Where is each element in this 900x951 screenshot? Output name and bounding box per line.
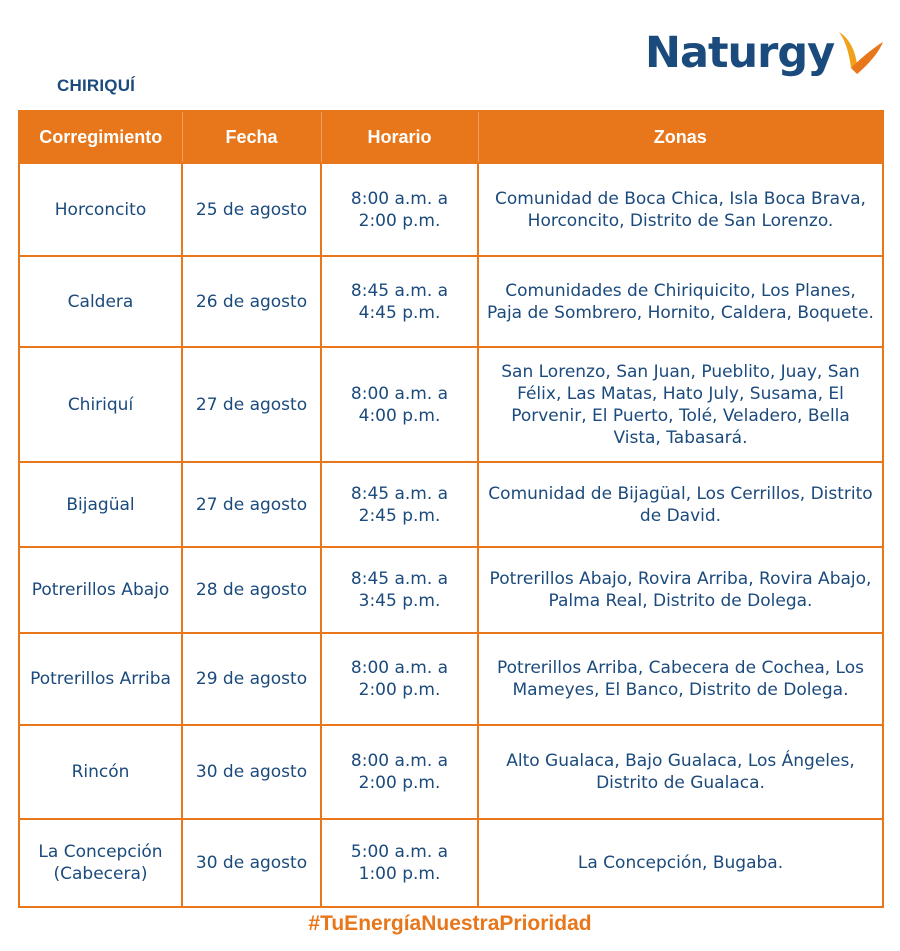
footer-hashtag: #TuEnergíaNuestraPrioridad [308, 912, 592, 935]
horario-start: 8:45 a.m. a [350, 483, 449, 504]
horario-end: 2:00 p.m. [358, 773, 441, 793]
cell-fecha: 27 de agosto [182, 347, 321, 462]
table-row [19, 163, 883, 256]
cell-horario [321, 347, 478, 462]
horario-start: 8:45 a.m. a [350, 280, 449, 301]
table-row [19, 462, 883, 547]
cell-corregimiento: Potrerillos Abajo [19, 547, 182, 633]
cell-corregimiento: Bijagüal [19, 462, 182, 547]
brand-name: Naturgy [645, 28, 835, 78]
horario-end: 4:45 p.m. [358, 302, 441, 323]
table-row [19, 256, 883, 347]
table-row [19, 819, 883, 907]
cell-fecha: 25 de agosto [182, 163, 321, 256]
cell-fecha: 30 de agosto [182, 819, 321, 907]
cell-horario [321, 256, 478, 347]
horario-end: 2:00 p.m. [358, 680, 441, 700]
cell-zonas: La Concepción, Bugaba. [478, 819, 883, 907]
schedule-table [18, 110, 884, 908]
table-row [19, 347, 883, 462]
table-row [19, 547, 883, 633]
cell-corregimiento: Caldera [19, 256, 182, 347]
column-header-fecha: Fecha [182, 111, 321, 163]
cell-zonas: San Lorenzo, San Juan, Pueblito, Juay, San Félix, Las Matas, Hato July, Susama, El Porvenir, El Puerto, Tolé, Veladero, Bella Vista, Tabasará. [478, 347, 883, 462]
horario-end: 1:00 p.m. [358, 864, 441, 884]
horario-start: 8:45 a.m. a [350, 569, 449, 589]
table-row [19, 725, 883, 819]
cell-horario [321, 819, 478, 907]
column-header-zonas: Zonas [478, 111, 883, 163]
naturgy-logo [645, 22, 885, 94]
cell-zonas: Potrerillos Arriba, Cabecera de Cochea, Los Mameyes, El Banco, Distrito de Dolega. [478, 633, 883, 725]
column-header-corregimiento: Corregimiento [19, 111, 182, 163]
horario-start: 5:00 a.m. a [350, 842, 449, 862]
horario-start: 8:00 a.m. a [350, 188, 449, 209]
cell-zonas: Alto Gualaca, Bajo Gualaca, Los Ángeles, Distrito de Gualaca. [478, 725, 883, 819]
cell-zonas: Comunidad de Boca Chica, Isla Boca Brava, Horconcito, Distrito de San Lorenzo. [478, 163, 883, 256]
butterfly-icon [835, 28, 887, 84]
cell-corregimiento: Chiriquí [19, 347, 182, 462]
cell-horario [321, 633, 478, 725]
horario-start: 8:00 a.m. a [350, 383, 449, 404]
horario-start: 8:00 a.m. a [350, 751, 449, 771]
horario-end: 2:00 p.m. [358, 210, 441, 231]
cell-horario [321, 462, 478, 547]
cell-corregimiento: La Concepción (Cabecera) [19, 819, 182, 907]
table-row [19, 633, 883, 725]
cell-zonas: Potrerillos Abajo, Rovira Arriba, Rovira Abajo, Palma Real, Distrito de Dolega. [478, 547, 883, 633]
cell-horario [321, 547, 478, 633]
cell-fecha: 30 de agosto [182, 725, 321, 819]
cell-fecha: 26 de agosto [182, 256, 321, 347]
cell-corregimiento: Horconcito [19, 163, 182, 256]
horario-start: 8:00 a.m. a [350, 658, 449, 678]
column-header-horario: Horario [321, 111, 478, 163]
cell-horario [321, 725, 478, 819]
region-title: CHIRIQUÍ [57, 76, 136, 95]
horario-end: 2:45 p.m. [358, 505, 441, 526]
cell-fecha: 28 de agosto [182, 547, 321, 633]
cell-horario [321, 163, 478, 256]
cell-fecha: 29 de agosto [182, 633, 321, 725]
cell-fecha: 27 de agosto [182, 462, 321, 547]
cell-corregimiento: Rincón [19, 725, 182, 819]
horario-end: 3:45 p.m. [358, 591, 441, 611]
table-header-row [19, 111, 883, 163]
cell-corregimiento: Potrerillos Arriba [19, 633, 182, 725]
horario-end: 4:00 p.m. [358, 405, 441, 426]
cell-zonas: Comunidad de Bijagüal, Los Cerrillos, Distrito de David. [478, 462, 883, 547]
cell-zonas: Comunidades de Chiriquicito, Los Planes, Paja de Sombrero, Hornito, Caldera, Boquete. [478, 256, 883, 347]
